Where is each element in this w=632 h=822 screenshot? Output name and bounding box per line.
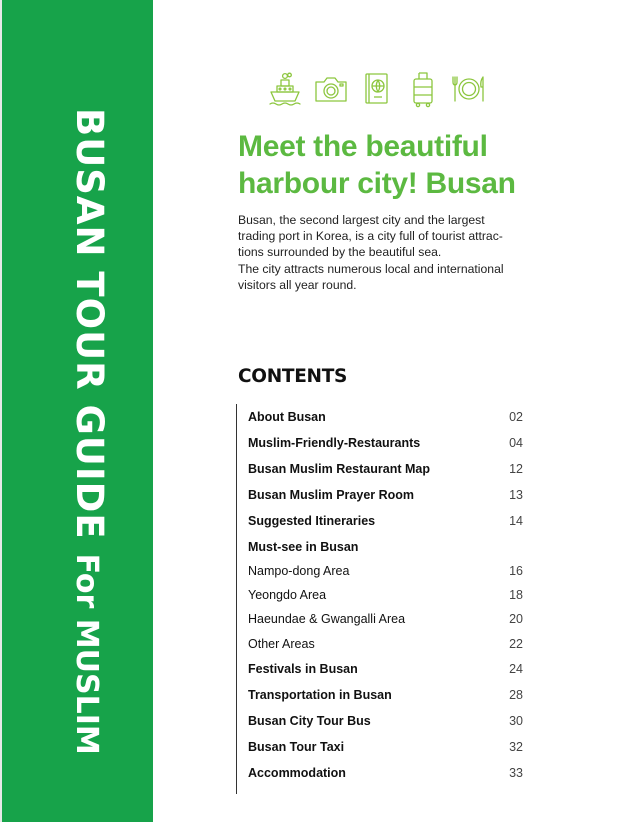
headline-line-1: Meet the beautiful — [238, 130, 488, 163]
page-headline — [238, 128, 578, 202]
toc-item[interactable] — [248, 404, 523, 430]
toc-item[interactable] — [248, 559, 523, 583]
camera-icon — [312, 70, 350, 108]
toc-item-page: 33 — [509, 766, 523, 780]
toc-item-page: 16 — [509, 564, 523, 578]
toc-item[interactable] — [248, 430, 523, 456]
toc-item-label: About Busan — [248, 410, 326, 424]
toc-item[interactable] — [248, 734, 523, 760]
toc-item-page: 14 — [509, 514, 523, 528]
toc-item-label: Busan Muslim Restaurant Map — [248, 462, 430, 476]
contents-rule — [236, 404, 237, 794]
toc-item[interactable] — [248, 708, 523, 734]
toc-item-page: 22 — [509, 636, 523, 651]
toc-item-label: Accommodation — [248, 766, 346, 780]
toc-item-page: 04 — [509, 436, 523, 450]
toc-item[interactable] — [248, 456, 523, 482]
toc-item[interactable] — [248, 508, 523, 534]
toc-item[interactable] — [248, 631, 523, 656]
toc-item-page: 18 — [509, 588, 523, 602]
toc-item-page: 20 — [509, 612, 523, 626]
toc-item[interactable] — [248, 482, 523, 508]
toc-item-page: 32 — [509, 740, 523, 754]
toc-item-page: 30 — [509, 714, 523, 728]
toc-item-label: Transportation in Busan — [248, 688, 392, 702]
toc-item-label: Festivals in Busan — [248, 662, 358, 676]
toc-item-label: Muslim-Friendly-Restaurants — [248, 436, 421, 450]
toc-item-page: 12 — [509, 462, 523, 476]
toc-item[interactable] — [248, 534, 523, 559]
contents-list — [248, 404, 523, 786]
toc-item-label: Haeundae & Gwangalli Area — [248, 612, 406, 626]
side-title-sub: For MUSLIM — [69, 553, 104, 755]
dining-icon — [450, 70, 488, 108]
toc-item-label: Yeongdo Area — [248, 588, 327, 602]
toc-item-page: 28 — [509, 688, 523, 702]
toc-item[interactable] — [248, 682, 523, 708]
toc-item-label: Busan Muslim Prayer Room — [248, 488, 415, 502]
toc-item-label: Suggested Itineraries — [248, 514, 376, 528]
toc-item-label: Busan Tour Taxi — [248, 740, 345, 754]
side-title — [68, 108, 111, 755]
intro-text — [238, 212, 523, 293]
toc-item-page: 24 — [509, 662, 523, 676]
headline-line-2: harbour city! Busan — [238, 167, 516, 200]
passport-icon — [358, 70, 396, 108]
toc-item-label: Must-see in Busan — [248, 539, 359, 554]
toc-item[interactable] — [248, 583, 523, 607]
toc-item-label: Busan City Tour Bus — [248, 714, 371, 728]
toc-item[interactable] — [248, 656, 523, 682]
luggage-icon — [404, 70, 442, 108]
toc-item-label: Other Areas — [248, 636, 315, 651]
ship-icon — [266, 70, 304, 108]
toc-item[interactable] — [248, 760, 523, 786]
toc-item-label: Nampo-dong Area — [248, 564, 350, 578]
side-title-main: BUSAN TOUR GUIDE — [68, 108, 111, 540]
toc-item-page: 13 — [509, 488, 523, 502]
contents-heading: CONTENTS — [238, 366, 348, 387]
toc-item[interactable] — [248, 607, 523, 631]
intro-paragraph-1: Busan, the second largest city and the largest trading port in Korea, is a city full of tourist attrac-tions surrounded by the beautiful sea. — [238, 213, 503, 260]
travel-icons — [266, 70, 488, 108]
toc-item-page: 02 — [509, 410, 523, 424]
intro-paragraph-2: The city attracts numerous local and international visitors all year round. — [238, 261, 504, 292]
